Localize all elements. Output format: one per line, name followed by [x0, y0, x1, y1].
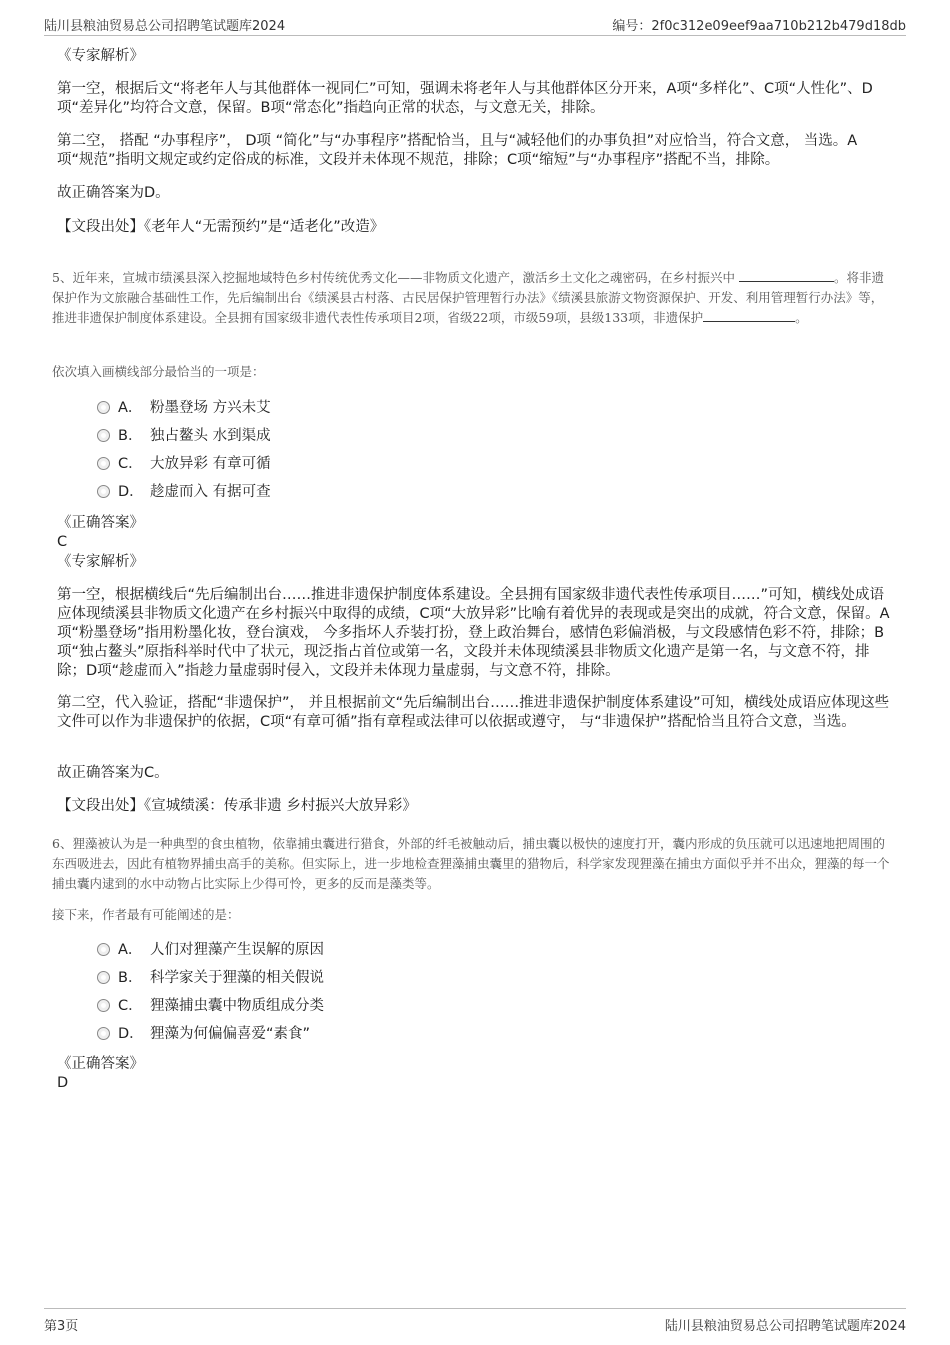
q5-answer: C [57, 534, 68, 550]
q6-option-c[interactable]: C． 狸藻捕虫囊中物质组成分类 [97, 995, 324, 1017]
q4-analysis-p1: 第一空，根据后文“将老年人与其他群体一视同仁”可知，强调未将老年人与其他群体区分开来，A项“多样化”、C项“人性化”、D项“差异化”均符合文意，保留。B项“常态化”指趋向正常的状态，与文意无关，排除。 [57, 81, 873, 116]
q5-option-a[interactable]: A． 粉墨登场 方兴未艾 [97, 397, 271, 419]
q5-prompt: 依次填入画横线部分最恰当的一项是： [52, 364, 265, 379]
header-title: 陆川县粮油贸易总公司招聘笔试题库2024 [44, 19, 286, 34]
q5-blank-1 [739, 269, 834, 282]
q6-option-b[interactable]: B． 科学家关于狸藻的相关假说 [97, 967, 324, 989]
q4-analysis-label: 《专家解析》 [57, 48, 144, 64]
footer-title: 陆川县粮油贸易总公司招聘笔试题库2024 [664, 1319, 906, 1334]
radio-icon[interactable] [97, 1027, 110, 1040]
q6-option-a[interactable]: A． 人们对狸藻产生误解的原因 [97, 939, 324, 961]
q4-analysis-p2: 第二空， 搭配 “办事程序”， D项 “简化”与“办事程序”搭配恰当，且与“减轻他们的办事负担”对应恰当，符合文意， 当选。A项“规范”指明文规定或约定俗成的标准，文段并未体现不规范，排除；C项“缩短”与“办事程序”搭配不当，排除。 [57, 133, 858, 168]
q4-source: 【文段出处】《老年人“无需预约”是“适老化”改造》 [57, 219, 385, 235]
q6-question-text: 6、狸藻被认为是一种典型的食虫植物，依靠捕虫囊进行猎食，外部的纤毛被触动后，捕虫囊以极快的速度打开，囊内形成的负压就可以迅速地把周围的东西吸进去，因此有植物界捕虫高手的美称。但实际上，进一步地检查狸藻捕虫囊里的猎物后，科学家发现狸藻在捕虫方面似乎并不出众，狸藻的每一个捕虫囊内逮到的水中动物占比实际上少得可怜，更多的反而是藻类等。 [52, 836, 890, 891]
q5-analysis-p1: 第一空，根据横线后“先后编制出台……推进非遗保护制度体系建设。全县拥有国家级非遗代表性传承项目……”可知，横线处成语应体现绩溪县非物质文化遗产在乡村振兴中取得的成绩，C项“大放异彩”比喻有着优异的表现或是突出的成就，符合文意，保留。A项“粉墨登场”指用粉墨化妆，登台演戏， 今多指坏人乔装打扮，登上政治舞台，感情色彩偏消极，与文段感情色彩不符，排除；B项“独占鳌头”原指科举时代中了状元，现泛指占首位或第一名，文段并未体现绩溪县非物质文化遗产是第一名，与文意不符，排除；D项“趁虚而入”指趁力量虚弱时侵入，文段并未体现力量虚弱，与文意不符，排除。 [57, 587, 890, 679]
radio-icon[interactable] [97, 401, 110, 414]
q5-answer-label: 《正确答案》 [57, 515, 144, 531]
q5-source: 【文段出处】《宣城绩溪：传承非遗 乡村振兴大放异彩》 [57, 798, 417, 814]
page-footer [44, 1308, 906, 1333]
header-doc-id: 编号：2f0c312e09eef9aa710b212b479d18db [612, 19, 906, 34]
q5-option-c[interactable]: C． 大放异彩 有章可循 [97, 453, 271, 475]
q6-prompt: 接下来，作者最有可能阐述的是： [52, 907, 240, 922]
q5-blank-2 [703, 309, 795, 322]
q4-conclusion: 故正确答案为D。 [57, 185, 170, 201]
page-number: 第3页 [44, 1319, 79, 1334]
radio-icon[interactable] [97, 943, 110, 956]
radio-icon[interactable] [97, 971, 110, 984]
q5-question-text: 5、近年来，宣城市绩溪县深入挖掘地域特色乡村传统优秀文化——非物质文化遗产，激活乡土文化之魂密码，在乡村振兴中 。将非遗保护作为文旅融合基础性工作，先后编制出台《绩溪县古村落、古民居保护管理暂行办法》《绩溪县旅游文物资源保护、开发、利用管理暂行办法》等，推进非遗保护制度体系建设。全县拥有国家级非遗代表性传承项目2项，省级22项，市级59项，县级133项，非遗保护 。 [52, 270, 884, 325]
page-header [44, 13, 906, 36]
q6-answer: D [57, 1075, 69, 1091]
q5-analysis-p2: 第二空，代入验证，搭配“非遗保护”， 并且根据前文“先后编制出台……推进非遗保护制度体系建设”可知，横线处成语应体现这些文件可以作为非遗保护的依据，C项“有章可循”指有章程或法律可以依据或遵守， 与“非遗保护”搭配恰当且符合文意，当选。 [57, 695, 890, 730]
q6-option-d[interactable]: D． 狸藻为何偏偏喜爱“素食” [97, 1023, 310, 1045]
radio-icon[interactable] [97, 999, 110, 1012]
q6-answer-label: 《正确答案》 [57, 1056, 144, 1072]
q5-option-b[interactable]: B． 独占鳌头 水到渠成 [97, 425, 271, 447]
radio-icon[interactable] [97, 457, 110, 470]
q5-analysis-label: 《专家解析》 [57, 554, 144, 570]
q5-option-d[interactable]: D． 趁虚而入 有据可查 [97, 481, 271, 503]
radio-icon[interactable] [97, 485, 110, 498]
radio-icon[interactable] [97, 429, 110, 442]
q5-conclusion: 故正确答案为C。 [57, 765, 169, 781]
